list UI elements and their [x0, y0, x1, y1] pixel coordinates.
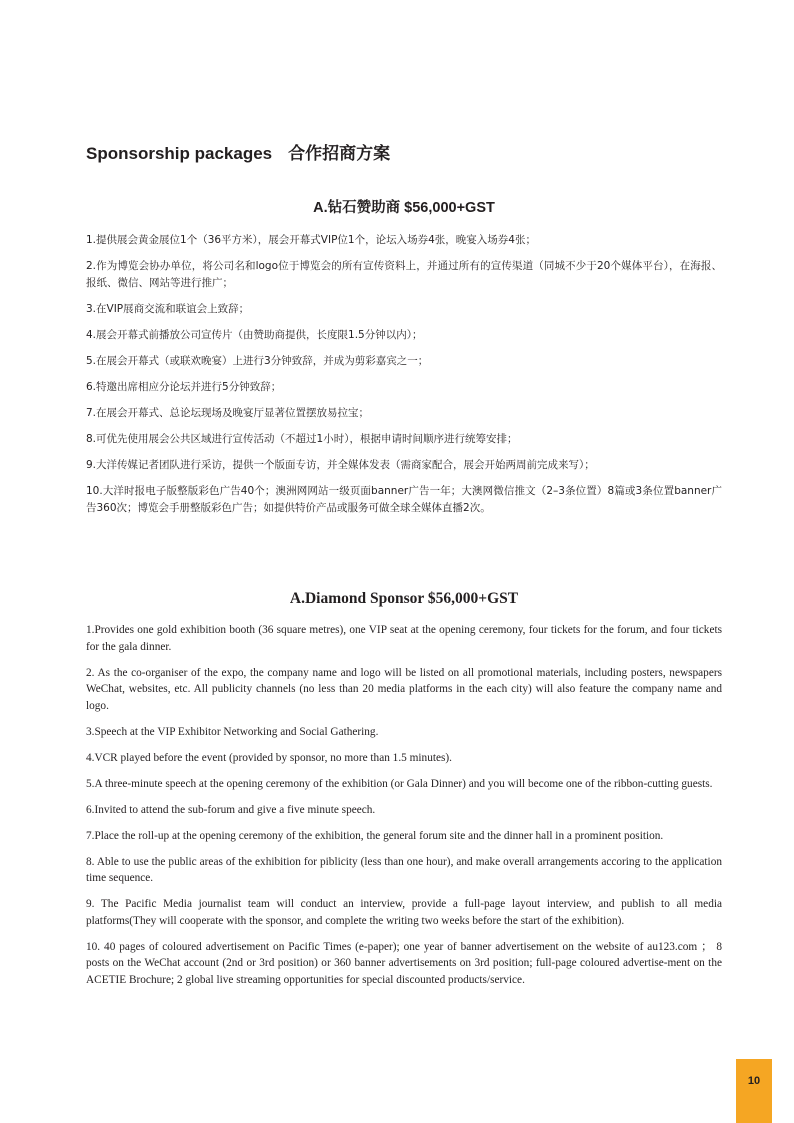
chinese-benefit-item: 8.可优先使用展会公共区域进行宣传活动（不超过1小时），根据申请时间顺序进行统筹安排； [86, 433, 518, 445]
english-sponsor-section [86, 590, 722, 998]
english-benefit-item: 5.A three-minute speech at the opening ceremony of the exhibition (or Gala Dinner) and you will become one of the ribbon-cutting guests. [86, 777, 713, 790]
english-benefit-item: 6.Invited to attend the sub-forum and give a five minute speech. [86, 803, 376, 816]
chinese-benefit-list [86, 232, 722, 517]
page-title [86, 139, 390, 164]
chinese-benefit-item: 9.大洋传媒记者团队进行采访，提供一个版面专访，并全媒体发表（需商家配合，展会开始两周前完成来写）； [86, 459, 595, 471]
chinese-benefit-item: 1.提供展会黄金展位1个（36平方米），展会开幕式VIP位1个，论坛入场券4张，晚宴入场券4张； [86, 234, 536, 246]
page-number: 10 [747, 1075, 761, 1087]
english-benefit-list [86, 622, 722, 988]
english-benefit-item: 7.Place the roll-up at the opening ceremony of the exhibition, the general forum site and the dinner hall in a prominent position. [86, 829, 664, 842]
chinese-sponsor-section [86, 196, 722, 526]
chinese-benefit-item: 2.作为博览会协办单位，将公司名和logo位于博览会的所有宣传资料上，并通过所有的宣传渠道（同城不少于20个媒体平台），在海报、报纸、微信、网站等进行推广； [86, 260, 722, 289]
chinese-section-title: A.钻石赞助商 $56,000+GST [313, 200, 495, 216]
page-title-en: Sponsorship packages [86, 144, 273, 163]
english-section-title: A.Diamond Sponsor $56,000+GST [289, 590, 519, 607]
chinese-benefit-item: 3.在VIP展商交流和联谊会上致辞； [86, 303, 250, 315]
english-benefit-item: 3.Speech at the VIP Exhibitor Networking and Social Gathering. [86, 725, 379, 738]
chinese-benefit-item: 10.大洋时报电子版整版彩色广告40个；澳洲网网站一级页面banner广告一年；大澳网微信推文（2–3条位置）8篇或3条位置banner广告360次；博览会手册整版彩色广告；如提供特价产品或服务可做全球全媒体直播2次。 [86, 485, 722, 514]
page-number-tab [736, 1059, 772, 1123]
english-benefit-item: 9. The Pacific Media journalist team will conduct an interview, provide a full-page layout interview, and publish to all media platforms(They will cooperate with the sponsor, and complete the writing two weeks before the start of the exhibition). [86, 898, 722, 927]
chinese-benefit-item: 6.特邀出席相应分论坛并进行5分钟致辞； [86, 381, 282, 393]
chinese-benefit-item: 7.在展会开幕式、总论坛现场及晚宴厅显著位置摆放易拉宝； [86, 407, 370, 419]
page-title-cn: 合作招商方案 [288, 144, 391, 163]
english-benefit-item: 10. 40 pages of coloured advertisement on Pacific Times (e-paper); one year of banner advertisement on the website of au123.com ； 8 posts on the WeChat account (2nd or 3rd position) or 360 banner advertisements on 3rd position; full-page coloured advertise-ment on the ACETIE Brochure; 2 global live streaming opportunities for special discounted products/service. [86, 940, 722, 986]
english-benefit-item: 1.Provides one gold exhibition booth (36 square metres), one VIP seat at the opening ceremony, four tickets for the forum, and four tickets for the gala dinner. [86, 624, 722, 653]
english-benefit-item: 2. As the co-organiser of the expo, the company name and logo will be listed on all promotional materials, including posters, newspapers WeChat, websites, etc. All publicity channels (no less than 20 media platforms in the each city) will also feature the company name and logo. [86, 666, 722, 712]
english-benefit-item: 4.VCR played before the event (provided by sponsor, no more than 1.5 minutes). [86, 751, 452, 764]
english-benefit-item: 8. Able to use the public areas of the exhibition for piblicity (less than one hour), and make overall arrangements accoring to the application time sequence. [86, 855, 722, 884]
chinese-benefit-item: 4.展会开幕式前播放公司宣传片（由赞助商提供，长度限1.5分钟以内）； [86, 329, 423, 341]
chinese-benefit-item: 5.在展会开幕式（或联欢晚宴）上进行3分钟致辞，并成为剪彩嘉宾之一； [86, 355, 429, 367]
